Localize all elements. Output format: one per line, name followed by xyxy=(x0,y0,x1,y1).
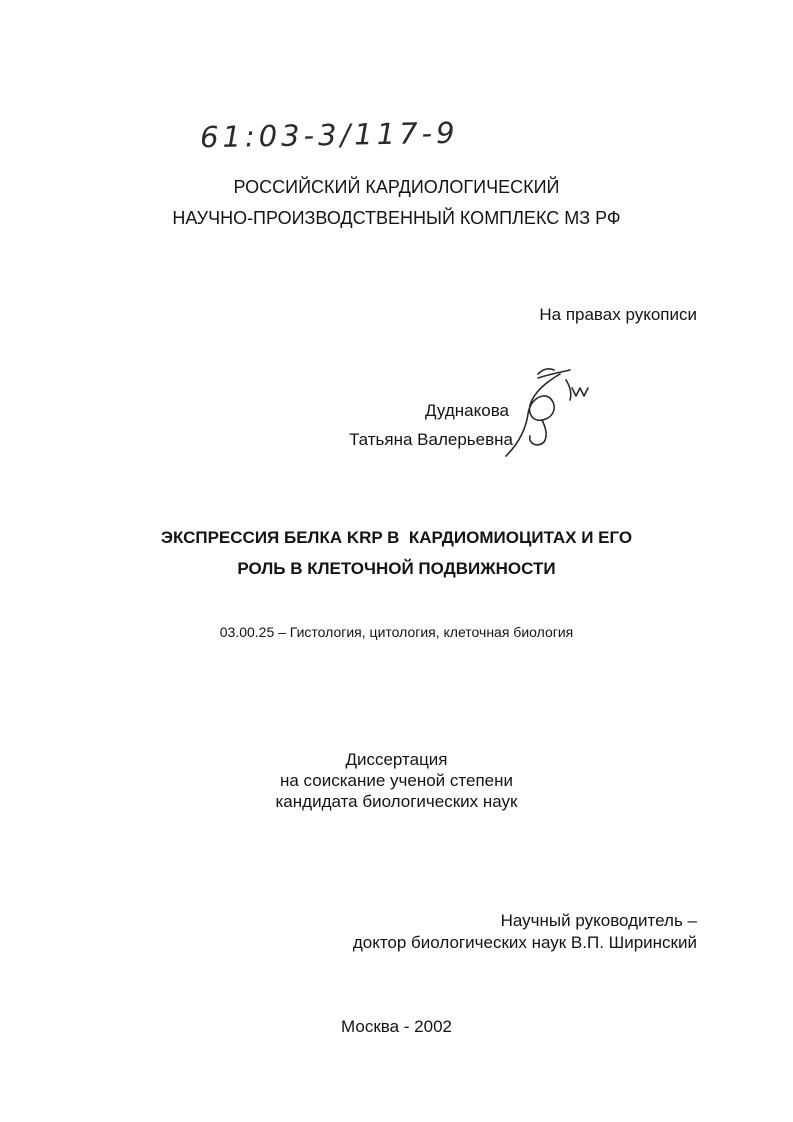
dissertation-title xyxy=(0,522,793,584)
archive-number: 61:03-3/117-9 xyxy=(199,115,459,155)
dissertation-line-1: Диссертация xyxy=(345,750,448,769)
title-line-1: ЭКСПРЕССИЯ БЕЛКА KRP В КАРДИОМИОЦИТАХ И ЕГО xyxy=(160,528,633,547)
scientific-advisor xyxy=(353,910,697,954)
specialty-code: 03.00.25 – Гистология, цитология, клеточная биология xyxy=(219,624,574,640)
signature-icon xyxy=(498,366,598,461)
author-surname: Дуднакова xyxy=(425,401,509,420)
dissertation-line-3: кандидата биологических наук xyxy=(275,792,518,811)
title-line-2: РОЛЬ В КЛЕТОЧНОЙ ПОДВИЖНОСТИ xyxy=(237,559,556,578)
organization-line-1: РОССИЙСКИЙ КАРДИОЛОГИЧЕСКИЙ xyxy=(233,177,560,197)
organization-line-2: НАУЧНО-ПРОИЗВОДСТВЕННЫЙ КОМПЛЕКС МЗ РФ xyxy=(172,208,621,228)
organization-name xyxy=(0,172,793,234)
author-given-names: Татьяна Валерьевна xyxy=(349,430,513,449)
advisor-line-1: Научный руководитель – xyxy=(500,911,697,930)
dissertation-statement xyxy=(0,749,793,812)
advisor-line-2: доктор биологических наук В.П. Ширинский xyxy=(352,933,697,952)
dissertation-line-2: на соискание ученой степени xyxy=(279,771,513,790)
city-year: Москва - 2002 xyxy=(341,1017,452,1036)
rights-note: На правах рукописи xyxy=(539,305,697,324)
